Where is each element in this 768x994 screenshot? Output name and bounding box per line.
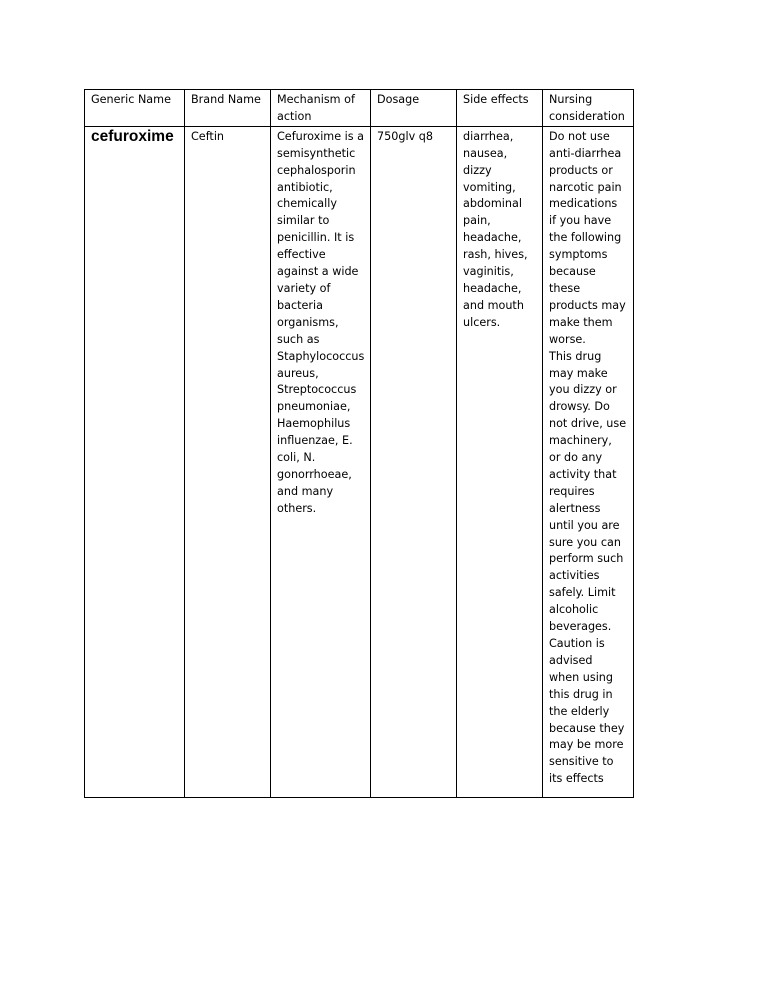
cell-dosage <box>371 126 457 797</box>
cell-mechanism <box>271 126 371 797</box>
generic-name-text: cefuroxime <box>91 127 174 145</box>
mechanism-text: Cefuroxime is a semisynthetic cephalosporin antibiotic, chemically similar to penicillin. It is effective against a wide variety of bacteria organisms, such as Staphylococcus aureus, Streptococcus pneumoniae, Haemophilus influenzae, E. coli, N. gonorrhoeae, and many others. <box>277 129 365 515</box>
header-mechanism: Mechanism of action <box>271 90 371 127</box>
cell-brand-name <box>185 126 271 797</box>
table-row <box>85 126 634 797</box>
header-nursing: Nursing consideration <box>543 90 634 127</box>
nursing-text: Do not use anti-diarrhea products or narcotic pain medications if you have the following symptoms because these products may make them worse. This drug may make you dizzy or drowsy. Do not drive, use machinery, or do any activity that requires alertness until you are sure you can perform such activities safely. Limit alcoholic beverages. Caution is advised when using this drug in the elderly because they may be more sensitive to its effects <box>549 129 627 786</box>
header-dosage: Dosage <box>371 90 457 127</box>
cell-nursing <box>543 126 634 797</box>
header-side-effects: Side effects <box>457 90 543 127</box>
header-row <box>85 90 634 127</box>
header-brand-name: Brand Name <box>185 90 271 127</box>
cell-side-effects <box>457 126 543 797</box>
dosage-text: 750glv q8 <box>377 129 433 143</box>
header-generic-name: Generic Name <box>85 90 185 127</box>
side-effects-text: diarrhea, nausea, dizzy vomiting, abdominal pain, headache, rash, hives, vaginitis, headache, and mouth ulcers. <box>463 129 528 329</box>
drug-table <box>84 89 634 798</box>
brand-name-text: Ceftin <box>191 129 225 143</box>
cell-generic-name <box>85 126 185 797</box>
